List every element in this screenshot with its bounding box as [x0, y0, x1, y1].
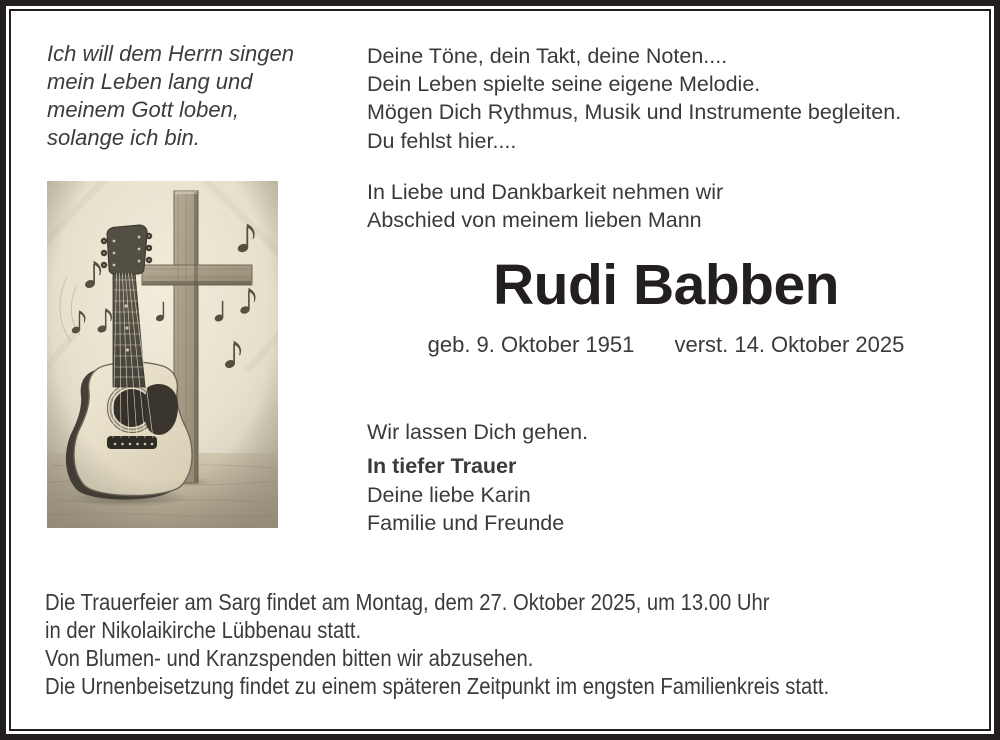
announcement-text [367, 178, 723, 234]
funeral-info-line: in der Nikolaikirche Lübbenau statt. [45, 617, 362, 643]
life-dates [367, 332, 965, 358]
verse-line: meinem Gott loben, [47, 97, 239, 122]
opening-verse [47, 40, 294, 152]
farewell-line: Wir lassen Dich gehen. [367, 420, 589, 444]
mourner-line: Familie und Freunde [367, 511, 565, 535]
death-date: verst. 14. Oktober 2025 [674, 332, 905, 357]
mourners-heading: In tiefer Trauer [367, 454, 517, 478]
eulogy-line: Mögen Dich Rythmus, Musik und Instrumente begleiten. [367, 100, 902, 124]
birth-date: geb. 9. Oktober 1951 [427, 332, 635, 357]
verse-line: mein Leben lang und [47, 69, 253, 94]
eulogy-line: Deine Töne, dein Takt, deine Noten.... [367, 44, 728, 68]
verse-line: Ich will dem Herrn singen [47, 41, 294, 66]
funeral-info-block [45, 588, 936, 700]
funeral-info-line: Die Urnenbeisetzung findet zu einem späteren Zeitpunkt im engsten Familienkreis statt. [45, 673, 830, 699]
name-row [367, 253, 965, 317]
eulogy-text [367, 42, 901, 155]
mourners-block [367, 452, 564, 538]
eulogy-line: Dein Leben spielte seine eigene Melodie. [367, 72, 761, 96]
guitar-cross-drawing [47, 181, 278, 528]
verse-line: solange ich bin. [47, 125, 200, 150]
mourner-line: Deine liebe Karin [367, 482, 531, 507]
funeral-info-line: Die Trauerfeier am Sarg findet am Montag, dem 27. Oktober 2025, um 13.00 Uhr [45, 589, 770, 615]
vignette-overlay [47, 181, 278, 528]
memorial-image [47, 181, 278, 528]
announcement-line: In Liebe und Dankbarkeit nehmen wir [367, 180, 724, 204]
eulogy-closing-line: Du fehlst hier.... [367, 129, 517, 153]
funeral-info-line: Von Blumen- und Kranzspenden bitten wir abzusehen. [45, 645, 534, 671]
deceased-name: Rudi Babben [493, 253, 839, 317]
announcement-line: Abschied von meinem lieben Mann [367, 208, 702, 232]
